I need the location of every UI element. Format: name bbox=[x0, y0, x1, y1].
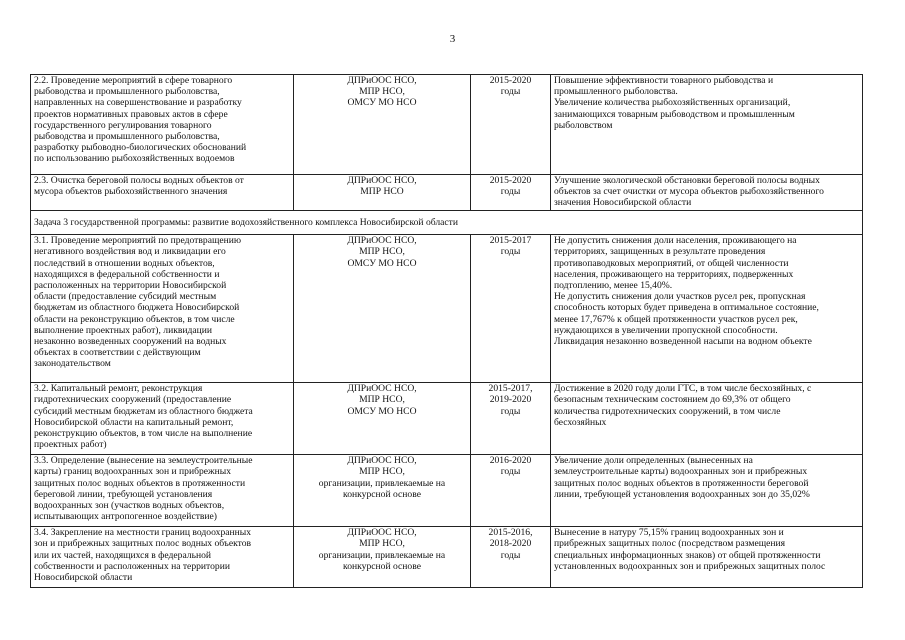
result-cell: Вынесение в натуру 75,15% границ водоохранных зон и прибрежных защитных полос (посредством размещения специальных информационных знаков) от общей протяженности установленных водоохранных зон и прибрежных защитных полос bbox=[551, 527, 863, 588]
executors-cell: ДПРиООС НСО, МПР НСО, организации, привлекаемые на конкурсной основе bbox=[294, 527, 471, 588]
measure-cell: 3.1. Проведение мероприятий по предотвращению негативного воздействия вод и ликвидации его последствий в отношении водных объектов, находящихся в федеральной собственности и расположенных на территории Новосибирской области (предоставление субсидий местным бюджетам из областного бюджета Новосибирской области на реконструкцию объектов, в том числе выполнение проектных работ), ликвидации незаконно возведенных сооружений на водных объектах в соответствии с действующим законодательством bbox=[31, 235, 294, 383]
measure-cell: 3.2. Капитальный ремонт, реконструкция гидротехнических сооружений (предоставление субсидий местным бюджетам из областного бюджета Новосибирской области на капитальный ремонт, реконструкцию объектов, в том числе на выполнение проектных работ) bbox=[31, 383, 294, 455]
page-number: 3 bbox=[449, 33, 456, 45]
table-row bbox=[31, 75, 863, 175]
result-cell: Увеличение доли определенных (вынесенных на землеустроительные карты) водоохранных зон и прибрежных защитных полос водных объектов в протяженности береговой линии, требующей установления водоохранных зон до 35,02% bbox=[551, 455, 863, 527]
task-heading: Задача 3 государственной программы: развитие водохозяйственного комплекса Новосибирской области bbox=[31, 211, 863, 235]
measure-cell: 3.3. Определение (вынесение на землеустроительные карты) границ водоохранных зон и прибрежных защитных полос водных объектов в протяженности береговой линии, требующей установления водоохранных зон (участков водных объектов, испытывающих антропогенное воздействие) bbox=[31, 455, 294, 527]
years-cell: 2015-2016, 2018-2020 годы bbox=[471, 527, 551, 588]
years-cell: 2015-2017 годы bbox=[471, 235, 551, 383]
years-cell: 2015-2020 годы bbox=[471, 75, 551, 175]
executors-cell: ДПРиООС НСО, МПР НСО, организации, привлекаемые на конкурсной основе bbox=[294, 455, 471, 527]
years-cell: 2015-2017, 2019-2020 годы bbox=[471, 383, 551, 455]
task-row bbox=[31, 211, 863, 235]
result-cell: Достижение в 2020 году доли ГТС, в том числе бесхозяйных, с безопасным техническим состоянием до 69,3% от общего количества гидротехнических сооружений, в том числе бесхозяйных bbox=[551, 383, 863, 455]
measure-cell: 2.3. Очистка береговой полосы водных объектов от мусора объектов рыбохозяйственного значения bbox=[31, 175, 294, 211]
measure-cell: 3.4. Закрепление на местности границ водоохранных зон и прибрежных защитных полос водных объектов или их частей, находящихся в федеральной собственности и расположенных на территории Новосибирской области bbox=[31, 527, 294, 588]
table-row bbox=[31, 235, 863, 383]
result-cell: Улучшение экологической обстановки береговой полосы водных объектов за счет очистки от мусора объектов рыбохозяйственного значения Новосибирской области bbox=[551, 175, 863, 211]
years-cell: 2016-2020 годы bbox=[471, 455, 551, 527]
program-measures-table bbox=[30, 74, 863, 588]
result-cell: Не допустить снижения доли населения, проживающего на территориях, защищенных в результате проведения противопаводковых мероприятий, от общей численности населения, проживающего на территориях, подверженных подтоплению, менее 15,40%. Не допустить снижения доли участков русел рек, пропускная способность которых будет приведена в оптимальное состояние, менее 17,767% к общей протяженности участков русел рек, нуждающихся в увеличении пропускной способности. Ликвидация незаконно возведенной насыпи на водном объекте bbox=[551, 235, 863, 383]
table-row bbox=[31, 455, 863, 527]
table-row bbox=[31, 527, 863, 588]
years-cell: 2015-2020 годы bbox=[471, 175, 551, 211]
measure-cell: 2.2. Проведение мероприятий в сфере товарного рыбоводства и промышленного рыболовства, направленных на совершенствование и разработку проектов нормативных правовых актов в сфере государственного регулирования товарного рыбоводства и промышленного рыболовства, разработку рыбоводно-биологических обоснований по использованию рыбохозяйственных водоемов bbox=[31, 75, 294, 175]
table-row bbox=[31, 383, 863, 455]
executors-cell: ДПРиООС НСО, МПР НСО, ОМСУ МО НСО bbox=[294, 75, 471, 175]
executors-cell: ДПРиООС НСО, МПР НСО, ОМСУ МО НСО bbox=[294, 383, 471, 455]
table-row bbox=[31, 175, 863, 211]
executors-cell: ДПРиООС НСО, МПР НСО bbox=[294, 175, 471, 211]
executors-cell: ДПРиООС НСО, МПР НСО, ОМСУ МО НСО bbox=[294, 235, 471, 383]
result-cell: Повышение эффективности товарного рыбоводства и промышленного рыболовства. Увеличение количества рыбохозяйственных организаций, занимающихся товарным рыбоводством и промышленным рыболовством bbox=[551, 75, 863, 175]
